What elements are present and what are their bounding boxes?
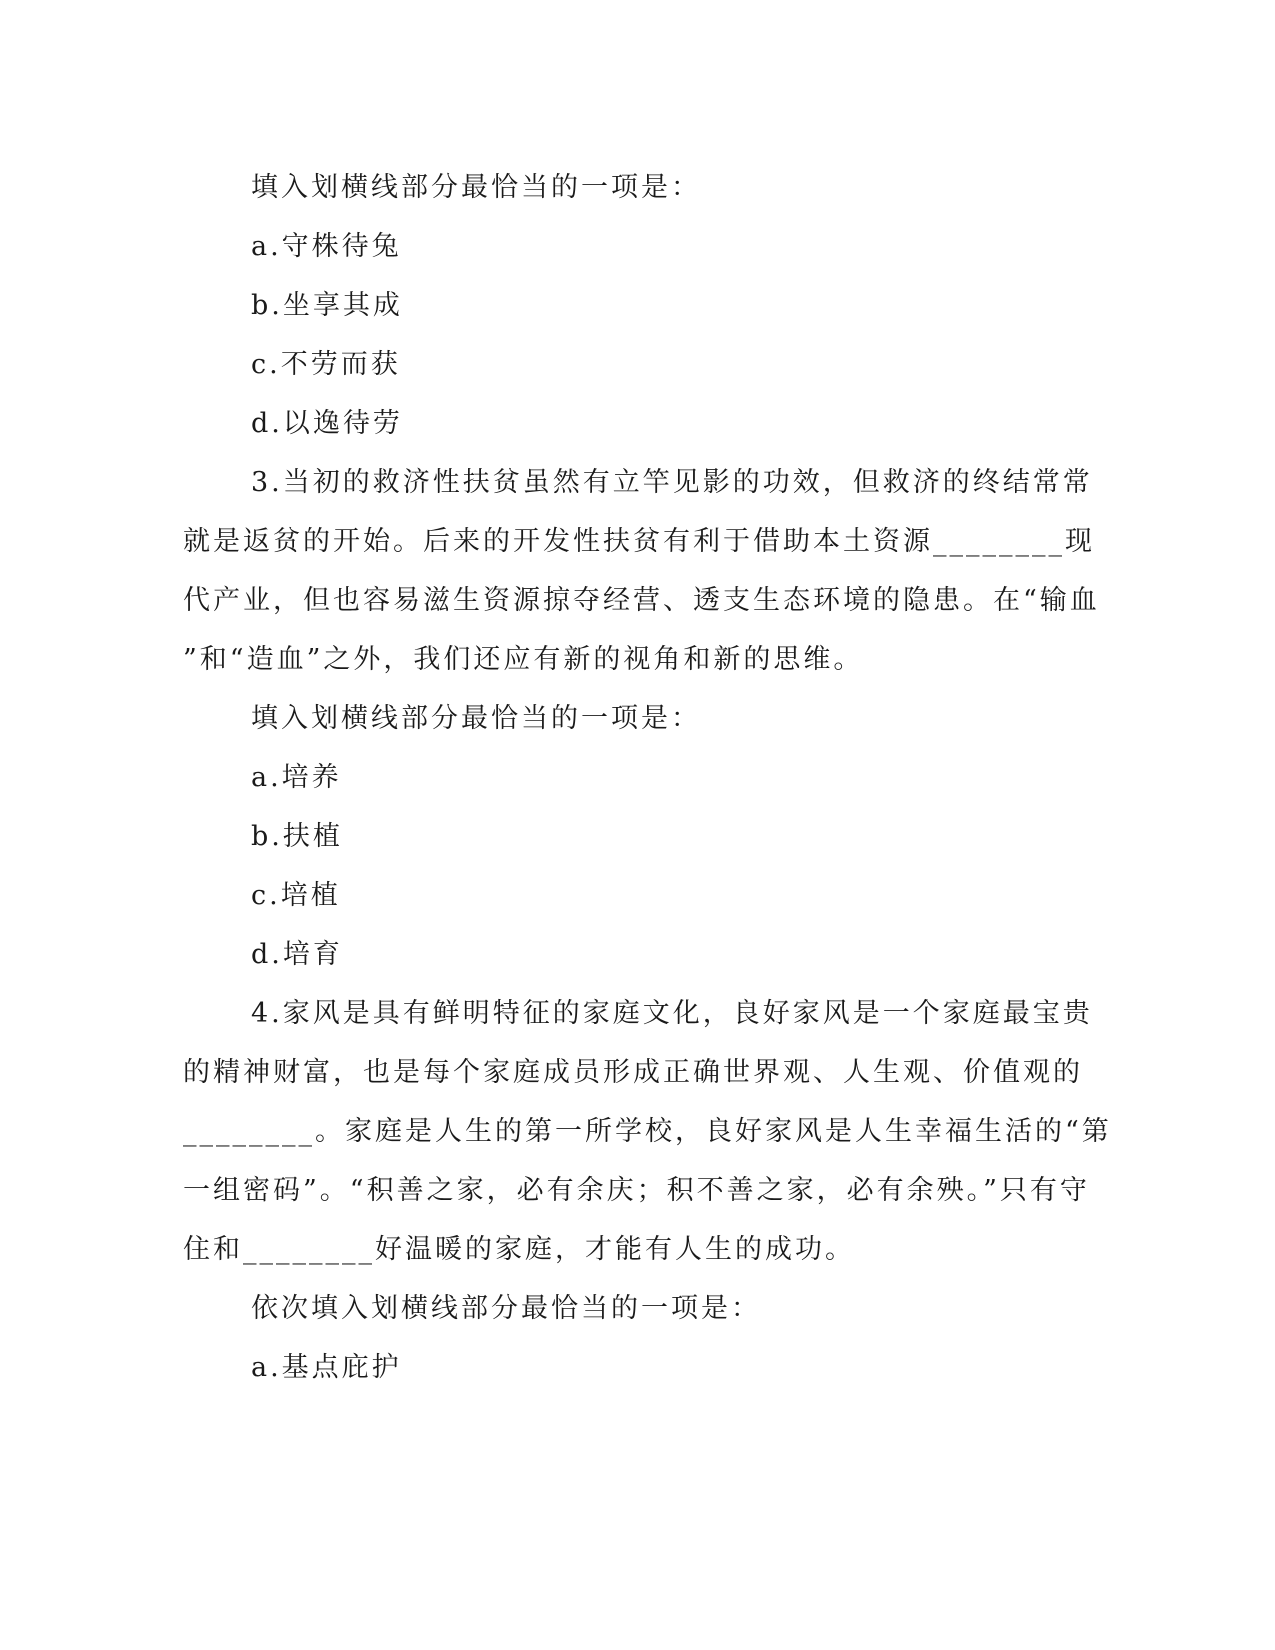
answer-option-d: d.以逸待劳 xyxy=(251,408,403,439)
document-body xyxy=(183,158,1112,1397)
question-4-text-line: 一组密码”。“积善之家，必有余庆；积不善之家，必有余殃。”只有守 xyxy=(183,1175,1090,1206)
question-3-text-line: 3.当初的救济性扶贫虽然有立竿见影的功效，但救济的终结常常 xyxy=(251,467,1093,498)
question-4-text-line: 4.家风是具有鲜明特征的家庭文化，良好家风是一个家庭最宝贵 xyxy=(251,998,1093,1029)
answer-option-c: c.培植 xyxy=(251,880,341,911)
question-prompt: 填入划横线部分最恰当的一项是： xyxy=(251,172,701,203)
question-3-text-line: ”和“造血”之外，我们还应有新的视角和新的思维。 xyxy=(183,644,864,675)
question-4-text-line: 的精神财富，也是每个家庭成员形成正确世界观、人生观、价值观的 xyxy=(183,1057,1083,1088)
question-3-text-line: 代产业，但也容易滋生资源掠夺经营、透支生态环境的隐患。在“输血 xyxy=(183,585,1100,616)
answer-option-a: a.培养 xyxy=(251,762,342,793)
answer-option-b: b.扶植 xyxy=(251,821,343,852)
answer-option-b: b.坐享其成 xyxy=(251,290,403,321)
question-4-text-line: ________。家庭是人生的第一所学校，良好家风是人生幸福生活的“第 xyxy=(183,1116,1112,1147)
question-prompt: 填入划横线部分最恰当的一项是： xyxy=(251,703,701,734)
answer-option-a: a.基点庇护 xyxy=(251,1352,402,1383)
question-4-text-line: 住和________好温暖的家庭，才能有人生的成功。 xyxy=(183,1234,855,1265)
question-prompt: 依次填入划横线部分最恰当的一项是： xyxy=(251,1293,761,1324)
answer-option-a: a.守株待兔 xyxy=(251,231,402,262)
question-3-text-line: 就是返贫的开始。后来的开发性扶贫有利于借助本土资源________现 xyxy=(183,526,1095,557)
answer-option-d: d.培育 xyxy=(251,939,343,970)
answer-option-c: c.不劳而获 xyxy=(251,349,401,380)
